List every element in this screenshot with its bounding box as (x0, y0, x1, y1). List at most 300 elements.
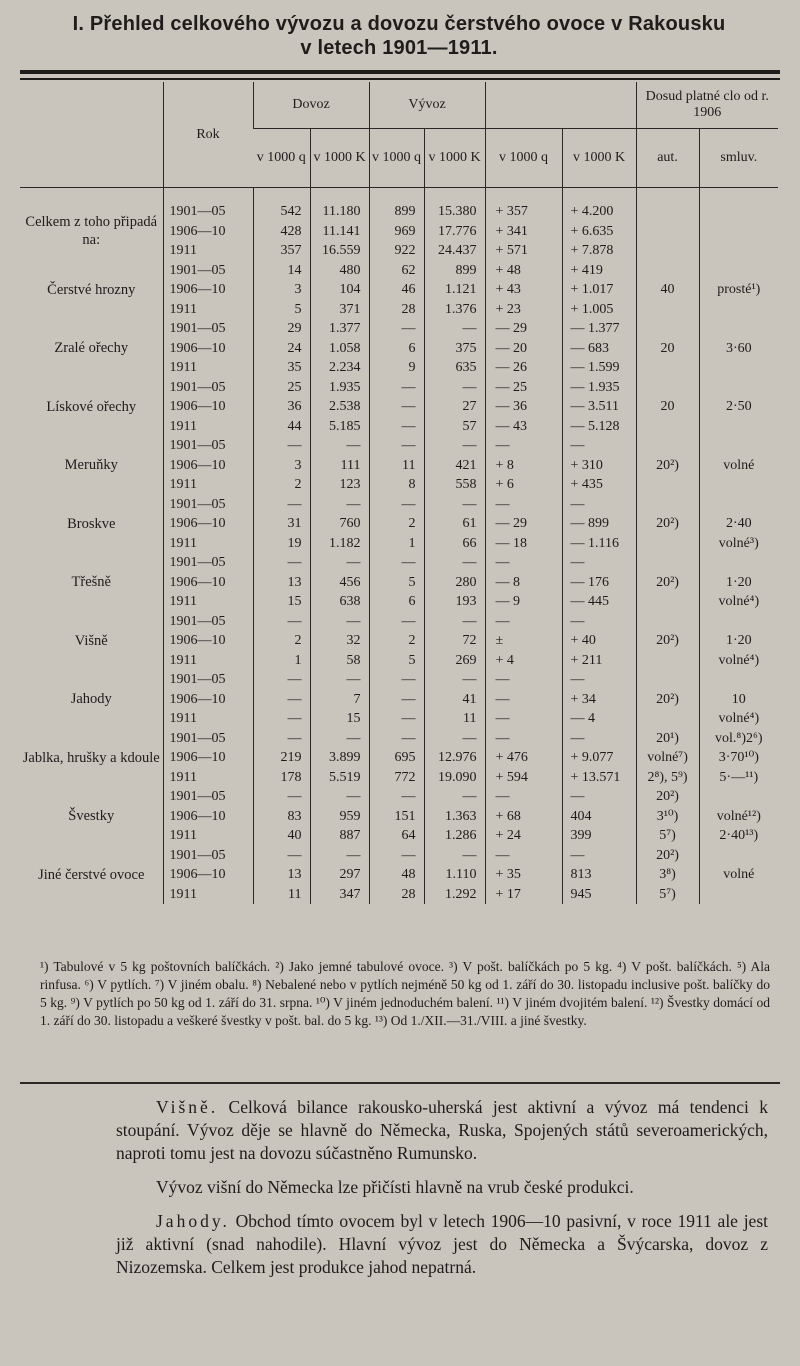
cell-value: 111 (340, 457, 361, 473)
cell-value: + 594 (495, 769, 528, 785)
table-row (20, 787, 778, 846)
cell-vk (424, 670, 485, 729)
table-row (20, 612, 778, 671)
header-aut: aut. (636, 129, 699, 188)
cell-value: 15.380 (438, 204, 477, 219)
cell-value: 29 (287, 321, 302, 336)
cell-value: — (401, 711, 416, 726)
cell-value: volné¹²) (716, 808, 761, 824)
cell-value: 1.121 (445, 282, 477, 297)
cell-value: 1906—10 (169, 282, 226, 297)
cell-value: 20²) (656, 691, 679, 707)
cell-value: — (287, 555, 302, 570)
cell-value: + 48 (495, 262, 521, 278)
cell-vk (424, 378, 485, 437)
cell-aut (636, 846, 699, 905)
cell-value: — 4 (570, 711, 596, 726)
cell-value: prosté¹) (717, 282, 761, 297)
cell-value: 480 (339, 262, 361, 278)
cell-value: 11 (402, 457, 416, 473)
cell-aut (636, 553, 699, 612)
cell-value: + 68 (495, 808, 521, 824)
cell-years (163, 787, 253, 846)
cell-value: — (287, 672, 302, 687)
cell-bk (562, 729, 636, 788)
paragraph-visne-head: Višně. (156, 1097, 219, 1117)
cell-value (700, 417, 779, 437)
cell-vq (369, 612, 424, 671)
cell-value: 1901—05 (169, 496, 226, 512)
cell-aut (636, 188, 699, 261)
cell-value: 27 (462, 399, 477, 414)
cell-value: — 20 (495, 340, 528, 356)
cell-vk (424, 612, 485, 671)
cell-value: 2⁸), 5⁹) (647, 769, 688, 785)
cell-value: 83 (287, 808, 302, 824)
cell-years (163, 436, 253, 495)
cell-vq (369, 319, 424, 378)
cell-value: 2 (408, 633, 416, 648)
cell-value: 280 (455, 574, 477, 590)
title-line-2: v letech 1901—1911. (300, 37, 498, 59)
cell-value: 813 (570, 867, 592, 882)
cell-value: 1·20 (725, 633, 752, 648)
cell-value: 2.234 (329, 360, 361, 375)
cell-value: 2.538 (329, 399, 361, 414)
cell-value: 456 (339, 574, 361, 590)
cell-value: 24.437 (438, 243, 477, 258)
cell-value: 959 (339, 808, 361, 824)
table-body (20, 188, 778, 905)
cell-dk (310, 670, 369, 729)
row-label: Meruňky (64, 457, 118, 474)
cell-value (637, 202, 699, 222)
cell-dk (310, 319, 369, 378)
cell-value: — (462, 730, 477, 746)
cell-value: — (287, 730, 302, 746)
cell-value: 46 (401, 282, 416, 297)
paragraph-jahody-body: Obchod tímto ovocem byl v letech 1906—10 pasivní, v roce 1911 ale jest již aktivní (snad nahodile). Hlavní vývoz jest do Německa a Švýcarska, dovoz z Nizozemska. Celkem jest produkce jahod nepatrná. (116, 1211, 768, 1277)
cell-value: — (287, 613, 302, 629)
cell-value: — (570, 789, 585, 804)
cell-value: 7 (353, 691, 361, 707)
cell-years (163, 612, 253, 671)
cell-value: 5.185 (329, 418, 361, 434)
cell-value: 178 (280, 769, 302, 785)
cell-dq (253, 787, 310, 846)
cell-years (163, 378, 253, 437)
cell-bk (562, 495, 636, 554)
cell-value: 1911 (169, 594, 197, 609)
table-row (20, 729, 778, 788)
cell-value: 5⁷) (659, 886, 676, 902)
cell-value: 20²) (656, 457, 679, 473)
cell-bq (485, 378, 562, 437)
cell-value: 1901—05 (169, 262, 226, 278)
cell-vk (424, 553, 485, 612)
cell-value: 945 (570, 886, 592, 902)
cell-value: — (287, 691, 302, 707)
cell-value: — (401, 730, 416, 746)
cell-value: + 211 (570, 652, 603, 668)
paragraph-vyvoz-visni: Vývoz višní do Německa lze přičísti hlavně na vrub české produkci. (156, 1177, 634, 1197)
cell-aut (636, 436, 699, 495)
cell-value: 58 (346, 652, 361, 668)
cell-value: 15 (287, 594, 302, 609)
row-label: Čerstvé hrozny (47, 281, 136, 298)
cell-dq (253, 378, 310, 437)
cell-smluv (699, 670, 778, 729)
table-row (20, 319, 778, 378)
cell-value: — (495, 496, 510, 512)
cell-value (700, 261, 779, 281)
cell-value: 3 (294, 457, 302, 473)
cell-dk (310, 612, 369, 671)
cell-value: 1901—05 (169, 672, 226, 687)
cell-aut (636, 261, 699, 320)
cell-value (637, 534, 699, 554)
cell-value: 6 (408, 594, 416, 609)
cell-value (637, 612, 699, 632)
cell-smluv (699, 553, 778, 612)
cell-value: 1911 (169, 301, 197, 317)
cell-value: — 1.377 (570, 321, 620, 336)
cell-value: — 1.935 (570, 379, 620, 395)
cell-value: volné⁷) (647, 750, 688, 765)
cell-dk (310, 846, 369, 905)
cell-bq (485, 670, 562, 729)
cell-value: 404 (570, 808, 592, 824)
cell-value: 44 (287, 418, 302, 434)
cell-value: — (401, 496, 416, 512)
cell-value: 1 (408, 535, 416, 551)
row-label: Celkem z toho připadá na: (25, 214, 158, 249)
cell-value: 428 (280, 223, 302, 239)
cell-vk (424, 787, 485, 846)
cell-value: — (495, 672, 510, 687)
cell-value: — (346, 555, 361, 570)
header-rok: Rok (163, 82, 253, 188)
cell-smluv (699, 378, 778, 437)
cell-value: 3 (294, 282, 302, 297)
cell-value: 20 (660, 340, 675, 356)
cell-dq (253, 436, 310, 495)
cell-value: 1911 (169, 535, 197, 551)
cell-value: 20²) (656, 516, 679, 531)
cell-value: — (401, 399, 416, 414)
cell-value: volné (723, 457, 755, 473)
cell-bq (485, 846, 562, 905)
cell-smluv (699, 729, 778, 788)
cell-smluv (699, 495, 778, 554)
cell-dk (310, 378, 369, 437)
header-dovoz: Dovoz (253, 82, 369, 129)
cell-value: 5 (408, 652, 416, 668)
cell-aut (636, 378, 699, 437)
footnotes: ¹) Tabulové v 5 kg poštovních balíčkách. ²) Jako jemné tabulové ovoce. ³) V pošt. balíčkách po 5 kg. ⁴) V pošt. balíčkách. ⁵) Ala rinfusa. ⁶) V pytlích. ⁷) V jiném obalu. ⁸) Nebalené nebo v pytlích nejméně 50 kg od 1. září do 30. listopadu inclusive pošt. balíčky do 5 kg. ⁹) V pytlích po 50 kg od 1. září do 31. srpna. ¹⁰) V jiném jednoduchém balení. ¹¹) V jiném dvojitém balení. ¹²) Švestky domácí od 1. září do 30. listopadu a veškeré švestky v pošt. bal. do 5 kg. ¹³) Od 1./XII.—31./VIII. a jiné švestky. (40, 959, 770, 1028)
cell-value: 922 (394, 243, 416, 258)
cell-value: — (462, 847, 477, 863)
cell-value: — 5.128 (570, 418, 620, 434)
cell-value: 1911 (169, 886, 197, 902)
cell-value: 1 (294, 652, 302, 668)
cell-value: 1901—05 (169, 438, 226, 453)
row-label: Zralé ořechy (54, 340, 129, 357)
cell-value: 1·20 (725, 574, 752, 590)
cell-value: 1906—10 (169, 399, 226, 414)
cell-value: 48 (401, 867, 416, 882)
cell-value: 1911 (169, 418, 197, 434)
cell-value: — 9 (495, 594, 521, 609)
cell-value: — (346, 847, 361, 863)
cell-value: — (287, 496, 302, 512)
cell-value: 1911 (169, 652, 197, 668)
cell-value (637, 670, 699, 690)
cell-value: — (346, 613, 361, 629)
cell-value: 20 (660, 399, 675, 414)
cell-value: 3⁸) (659, 867, 676, 882)
cell-value: 1906—10 (169, 340, 226, 356)
cell-value: — 25 (495, 379, 528, 395)
cell-value: — (346, 496, 361, 512)
cell-value (700, 241, 779, 261)
cell-value: 371 (339, 301, 361, 317)
cell-dq (253, 612, 310, 671)
cell-value: 1.182 (329, 535, 361, 551)
cell-value: 421 (455, 457, 477, 473)
table-row (20, 188, 778, 261)
cell-value: 1.935 (329, 379, 361, 395)
cell-value: 40 (287, 828, 302, 843)
cell-value: 638 (339, 594, 361, 609)
cell-value: — (570, 847, 585, 863)
table-row (20, 495, 778, 554)
cell-value (700, 202, 779, 222)
row-label: Višně (74, 632, 108, 649)
table-row (20, 378, 778, 437)
cell-value: 1901—05 (169, 847, 226, 863)
cell-value: 15 (346, 711, 361, 726)
cell-value: — (462, 789, 477, 804)
cell-value: + 1.017 (570, 282, 614, 297)
cell-value: 1.286 (445, 828, 477, 843)
cell-smluv (699, 787, 778, 846)
cell-years (163, 188, 253, 261)
cell-value: 11 (288, 886, 302, 902)
cell-value (700, 885, 779, 905)
cell-value: 20¹) (656, 730, 679, 746)
cell-value: 61 (462, 516, 477, 531)
cell-value (700, 222, 779, 242)
cell-value: 2·40¹³) (719, 828, 759, 843)
cell-value (700, 612, 779, 632)
cell-bk (562, 612, 636, 671)
header-smluv: smluv. (699, 129, 778, 188)
cell-value: 1.292 (445, 886, 477, 902)
cell-value: — (495, 711, 510, 726)
cell-value (700, 553, 779, 573)
cell-value: 17.776 (438, 223, 477, 239)
cell-vq (369, 261, 424, 320)
header-vyvoz-q: v 1000 q (369, 129, 424, 188)
cell-value: 6 (408, 340, 416, 356)
cell-value: 8 (408, 477, 416, 492)
cell-dq (253, 729, 310, 788)
cell-value: 375 (455, 340, 477, 356)
cell-value: 1906—10 (169, 516, 226, 531)
cell-value: — 43 (495, 418, 528, 434)
cell-value: — 26 (495, 360, 528, 375)
cell-value: 104 (339, 282, 361, 297)
data-table (20, 82, 778, 904)
cell-bq (485, 612, 562, 671)
cell-value (637, 378, 699, 398)
cell-value: + 435 (570, 477, 603, 492)
cell-value: — 445 (570, 594, 610, 609)
cell-value: volné (723, 867, 755, 882)
header-vyvoz: Vývoz (369, 82, 485, 129)
cell-vk (424, 846, 485, 905)
cell-value: 2 (294, 477, 302, 492)
cell-dq (253, 846, 310, 905)
paragraph-visne (116, 1096, 768, 1165)
cell-value: — 1.116 (570, 535, 620, 551)
cell-years (163, 495, 253, 554)
cell-value: 1906—10 (169, 808, 226, 824)
cell-smluv (699, 612, 778, 671)
cell-bk (562, 846, 636, 905)
cell-value: 193 (455, 594, 477, 609)
cell-value: 5 (408, 574, 416, 590)
cell-value: + 40 (570, 633, 596, 648)
cell-value: — (570, 613, 585, 629)
cell-value: 1.376 (445, 301, 477, 317)
cell-value: 1901—05 (169, 730, 226, 746)
cell-bq (485, 729, 562, 788)
cell-value: + 310 (570, 457, 603, 473)
cell-value: 1901—05 (169, 379, 226, 395)
cell-value: — 8 (495, 574, 521, 590)
table-row (20, 436, 778, 495)
cell-value: — (462, 321, 477, 336)
cell-value: 5⁷) (659, 828, 676, 843)
cell-value: 13 (287, 867, 302, 882)
cell-value: 1906—10 (169, 691, 226, 707)
cell-aut (636, 670, 699, 729)
cell-vq (369, 553, 424, 612)
cell-value: — (495, 438, 510, 453)
table-row (20, 670, 778, 729)
cell-value: 11 (463, 711, 477, 726)
cell-value: 28 (401, 886, 416, 902)
cell-value: + 1.005 (570, 301, 614, 317)
cell-bq (485, 261, 562, 320)
cell-value: — 18 (495, 535, 528, 551)
paragraph-jahody-head: Jahody. (156, 1211, 230, 1231)
cell-value: 41 (462, 691, 477, 707)
cell-bq (485, 319, 562, 378)
cell-value: 1906—10 (169, 574, 226, 590)
cell-value: 20²) (656, 574, 679, 590)
cell-smluv (699, 436, 778, 495)
cell-value (637, 241, 699, 261)
cell-value: — (462, 379, 477, 395)
cell-value: 3.899 (329, 750, 361, 765)
cell-smluv (699, 261, 778, 320)
cell-value: 20²) (656, 789, 679, 804)
cell-bq (485, 188, 562, 261)
cell-value: 1901—05 (169, 789, 226, 804)
cell-value: 28 (401, 301, 416, 317)
cell-value: — (570, 496, 585, 512)
header-dovoz-k: v 1000 K (310, 129, 369, 188)
cell-value: volné⁴) (718, 711, 760, 726)
cell-value: + 6 (495, 477, 514, 492)
cell-value: 1911 (169, 769, 197, 785)
cell-value: 12.976 (438, 750, 477, 765)
row-label: Třešně (71, 574, 111, 591)
cell-dq (253, 670, 310, 729)
cell-vq (369, 670, 424, 729)
cell-value: — 1.599 (570, 360, 620, 375)
cell-value: — (401, 321, 416, 336)
cell-value: — (401, 379, 416, 395)
cell-value: 5 (294, 301, 302, 317)
cell-value (700, 300, 779, 320)
cell-value: 20²) (656, 633, 679, 648)
cell-value: 1906—10 (169, 633, 226, 648)
cell-value: 1911 (169, 360, 197, 375)
cell-value: 899 (455, 262, 477, 278)
cell-vk (424, 319, 485, 378)
cell-vq (369, 495, 424, 554)
cell-aut (636, 612, 699, 671)
row-label: Broskve (67, 515, 116, 532)
cell-value: 11.180 (322, 204, 361, 219)
cell-smluv (699, 319, 778, 378)
cell-value: — (346, 438, 361, 453)
cell-aut (636, 495, 699, 554)
cell-value: — (287, 711, 302, 726)
cell-value: + 43 (495, 282, 521, 297)
cell-value: 1901—05 (169, 613, 226, 629)
cell-value: 2·40 (725, 516, 752, 531)
table-row (20, 261, 778, 320)
cell-value: — (570, 672, 585, 687)
cell-value: — (401, 691, 416, 707)
cell-value: 40 (660, 282, 675, 297)
cell-value: — 29 (495, 516, 528, 531)
cell-value: 1901—05 (169, 321, 226, 336)
cell-value (700, 319, 779, 339)
cell-value (700, 475, 779, 495)
cell-value: 62 (401, 262, 416, 278)
cell-value: 5·—¹¹) (719, 769, 759, 785)
header-bilance (485, 82, 636, 129)
row-label: Jablka, hrušky a kdoule (22, 749, 160, 766)
cell-value: 19 (287, 535, 302, 551)
cell-value: — (287, 789, 302, 804)
cell-value: 1906—10 (169, 867, 226, 882)
cell-value: 399 (570, 828, 592, 843)
cell-value: — (401, 672, 416, 687)
cell-years (163, 846, 253, 905)
footnote-rule (20, 1082, 780, 1084)
cell-dq (253, 495, 310, 554)
cell-value: + 4.200 (570, 204, 614, 219)
cell-value: 558 (455, 477, 477, 492)
cell-vk (424, 729, 485, 788)
